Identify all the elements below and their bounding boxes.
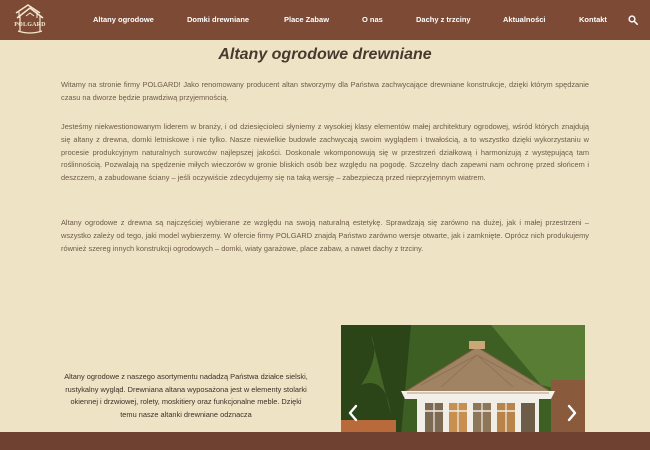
nav-item-aktualnosci[interactable]: Aktualności [503, 15, 546, 24]
nav-item-kontakt[interactable]: Kontakt [579, 15, 607, 24]
logo-text: POLGARD [14, 22, 46, 28]
page-title: Altany ogrodowe drewniane [218, 46, 432, 63]
nav-item-dachy-z-trzciny[interactable]: Dachy z trzciny [416, 15, 471, 24]
nav-item-domki-drewniane[interactable]: Domki drewniane [187, 15, 250, 24]
nav-item-altany-ogrodowe[interactable]: Altany ogrodowe [93, 15, 154, 24]
footer-bar [0, 432, 650, 450]
nav-item-o-nas[interactable]: O nas [362, 15, 383, 24]
footer-logo[interactable] [13, 2, 43, 18]
slider-prev-chevron-left-icon[interactable] [347, 404, 359, 422]
feature-text: Altany ogrodowe z naszego asortymentu nadadzą Państwa działce sielski, rustykalny wygląd. Drewniana altana wyposażona jest w elementy stolarki okiennej i drzwiowej, rolety, moskitiery oraz funkcjonalne meble. Dzięki temu nasze altanki drewniane odznacza [64, 372, 308, 419]
search-icon[interactable] [628, 15, 638, 25]
nav-item-place-zabaw[interactable]: Place Zabaw [284, 15, 330, 24]
leadership-paragraph: Jesteśmy niekwestionowanym liderem w branży, i od dziesięcioleci słyniemy z wysokiej klasy elementów małej architektury ogrodowej, wśród których znajdują się altany z drewna, domki letniskowe i nie tylko. Nasze niewielkie budowle zachwycają swoim wyglądem i trwałością, a to wszystko dzięki wykorzystaniu w procesie produkcyjnym naturalnych surowców najlepszej jakości. Doskonale wkomponowują się w przestrzeń działkową i harmonizują z występującą tam roślinnością. Pozwalają na spędzenie miłych wieczorów w gronie bliskich osób bez względu na pogodę. Szczelny dach zapewni nam ochronę przed słońcem i deszczem, a zabudowane ściany – jeśli oczywiście zdecydujemy się na taką wersję – zabezpieczą przed nieprzyjemnym wiatrem. [61, 122, 589, 183]
intro-paragraph: Witamy na stronie firmy POLGARD! Jako renomowany producent altan stworzymy dla Państwa zachwycające drewniane konstrukcje, dzięki którym spędzanie czasu na dworze będzie prawdziwą przyjemnością. [61, 80, 589, 102]
gazebo-photo [341, 325, 585, 435]
offer-paragraph: Altany ogrodowe z drewna są najczęściej wybierane ze względu na swoją naturalną estetykę. Sprawdzają się zarówno na dużej, jak i małej przestrzeni – wszystko zależy od tego, jaki model wybierzemy. W ofercie firmy POLGARD znajdą Państwo zarówno wersje otwarte, jak i zamknięte. Oprócz nich produkujemy również szereg innych konstrukcji ogrodowych – domki, wiaty garażowe, place zabaw, a nawet dachy z trzciny. [61, 218, 589, 253]
image-slider[interactable] [341, 325, 585, 435]
slider-next-chevron-right-icon[interactable] [566, 404, 578, 422]
